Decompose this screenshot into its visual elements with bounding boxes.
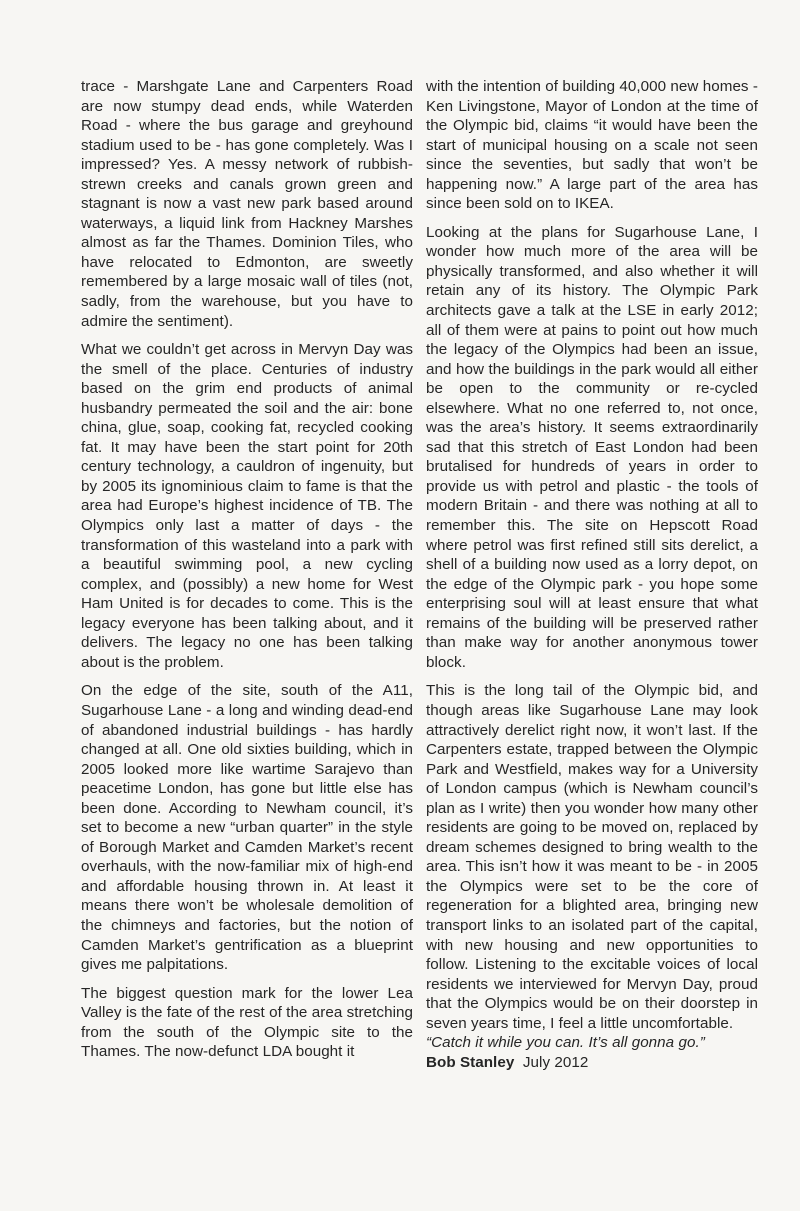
paragraph: with the intention of building 40,000 new homes - Ken Livingstone, Mayor of London at the time of the Olympic bid, claims “it would have been the start of municipal housing on a scale not seen since the seventies, but sadly that won’t be happening now.” A large part of the area has since been sold on to IKEA. <box>426 78 758 213</box>
paragraph-text: This is the long tail of the Olympic bid, and though areas like Sugarhouse Lane may look attractively derelict right now, it won’t last. If the Carpenters estate, trapped between the Olympic Park and Westfield, makes way for a University of London campus (which is Newham council’s plan as I write) then you wonder how many other residents are going to be moved on, replaced by dream schemes designed to bring wealth to the area. This isn’t how it was meant to be - in 2005 the Olympics were set to be the core of regeneration for a blighted area, bringing new transport links to an isolated part of the capital, with new housing and new opportunities to follow. Listening to the excitable voices of local residents we interviewed for Mervyn Day, proud that the Olympics would be on their doorstep in seven years time, I feel a little uncomfortable. <box>426 682 758 1032</box>
paragraph: On the edge of the site, south of the A11, Sugarhouse Lane - a long and winding dead-end of abandoned industrial buildings - has hardly changed at all. One old sixties building, which in 2005 looked more like wartime Sarajevo than peacetime London, has gone but little else has been done. According to Newham council, it’s set to become a new “urban quarter” in the style of Borough Market and Camden Market’s recent overhauls, with the now-familiar mix of high-end and affordable housing thrown in. At least it means there won’t be wholesale demolition of the chimneys and factories, but the notion of Camden Market’s gentrification as a blueprint gives me palpitations. <box>81 682 413 974</box>
paragraph: What we couldn’t get across in Mervyn Day was the smell of the place. Centuries of industry based on the grim end products of animal husbandry permeated the soil and the air: bone china, glue, soap, cooking fat, recycled cooking fat. It may have been the start point for 20th century technology, a cauldron of ingenuity, but by 2005 its ignominious claim to fame is that the area had Europe’s highest incidence of TB. The Olympics only last a matter of days - the transformation of this wasteland into a park with a beautiful swimming pool, a new cycling complex, and (possibly) a new home for West Ham United is for decades to come. This is the legacy everyone has been talking about, and it delivers. The legacy no one has been talking about is the problem. <box>81 341 413 671</box>
paragraph: trace - Marshgate Lane and Carpenters Road are now stumpy dead ends, while Waterden Road - where the bus garage and greyhound stadium used to be - has gone completely. Was I impressed? Yes. A messy network of rubbish-strewn creeks and canals grown green and stagnant is now a vast new park based around waterways, a liquid link from Hackney Marshes almost as far the Thames. Dominion Tiles, who have relocated to Edmonton, are sweetly remembered by a large mosaic wall of tiles (not, sadly, from the warehouse, but you have to admire the sentiment). <box>81 78 413 330</box>
paragraph: The biggest question mark for the lower Lea Valley is the fate of the rest of the area stretching from the south of the Olympic site to the Thames. The now-defunct LDA bought it <box>81 984 413 1061</box>
paragraph <box>426 681 758 1052</box>
signature <box>426 1053 758 1073</box>
author-name: Bob Stanley <box>426 1053 515 1071</box>
right-column <box>426 77 758 1081</box>
paragraph: Looking at the plans for Sugarhouse Lane, I wonder how much more of the area will be physically transformed, and also whether it will retain any of its history. The Olympic Park architects gave a talk at the LSE in early 2012; all of them were at pains to point out how much the legacy of the Olympics had been an issue, and how the buildings in the park would all either be open to the community or re-cycled elsewhere. What no one referred to, not once, was the area’s history. It seems extraordinarily sad that this stretch of East London had been brutalised for hundreds of years in order to provide us with petrol and plastic - the tools of modern Britain - and there was nothing at all to remember this. The site on Hepscott Road where petrol was first refined still sits derelict, a shell of a building now used as a lorry depot, on the edge of the Olympic park - you hope some enterprising soul will at least ensure that what remains of the building will be preserved rather than make way for another anonymous tower block. <box>426 223 758 671</box>
signature-date: July 2012 <box>522 1053 589 1071</box>
closing-quote: “Catch it while you can. It’s all gonna go.” <box>426 1034 705 1052</box>
left-column <box>81 77 413 1071</box>
